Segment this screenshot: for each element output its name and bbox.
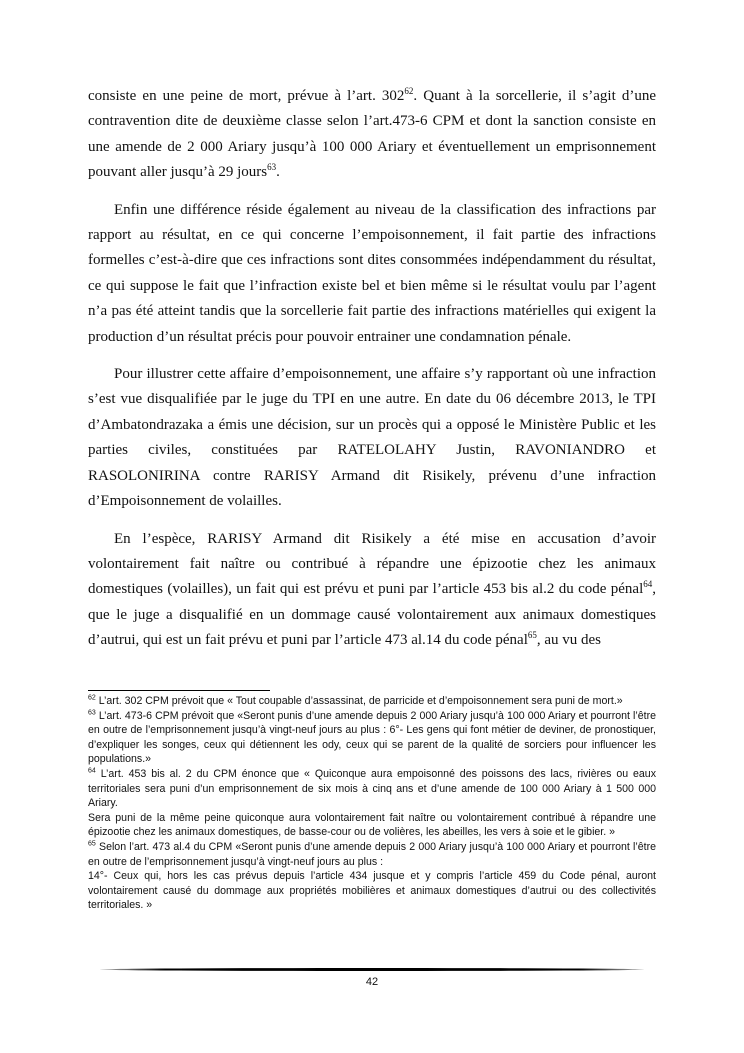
footnote-number: 62: [88, 694, 96, 702]
paragraph-4: [88, 527, 656, 654]
footnote-text: L’art. 473-6 CPM prévoit que «Seront punis d’une amende depuis 2 000 Ariary jusqu’à 100 000 Ariary et pourront l’être en outre de l’emprisonnement jusqu’à vingt-neuf jours au plus : 6°- Les gens qui font métier de deviner, de pronostiquer, d’expliquer les songes, ceux qui détiennent les ody, ceux qui se parent de la qualité de sorciers pour influencer les populations.»: [88, 709, 656, 766]
footnotes: [88, 694, 656, 913]
paragraph-4-text-b: , que le juge a disqualifié en un dommage causé volontairement aux animaux domestiques d’autrui, qui est un fait prévu et puni par l’article 473 al.14 du code pénal: [88, 581, 656, 649]
footnote-64: [88, 767, 656, 811]
footnote-ref-63[interactable]: 63: [267, 162, 277, 173]
footnote-ref-65[interactable]: 65: [527, 630, 537, 641]
paragraph-1-text-a: consiste en une peine de mort, prévue à l’art. 302: [88, 88, 405, 104]
page-number: 42: [365, 976, 379, 988]
footnote-63: [88, 709, 656, 767]
paragraph-3: Pour illustrer cette affaire d’empoisonnement, une affaire s’y rapportant où une infraction s’est vue disqualifiée par le juge du TPI en une autre. En date du 06 décembre 2013, le TPI d’Ambatondrazaka a émis une décision, sur un procès qui a opposé le Ministère Public et les parties civiles, constituées par RATELOLAHY Justin, RAVONIANDRO et RASOLONIRINA contre RARISY Armand dit Risikely, prévenu d’une infraction d’Empoisonnement de volailles.: [88, 366, 656, 510]
paragraph-4-text-a: En l’espèce, RARISY Armand dit Risikely a été mise en accusation d’avoir volontairement fait naître ou contribué à répandre une épizootie chez les animaux domestiques (volailles), un fait qui est prévu et puni par l’article 453 bis al.2 du code pénal: [88, 530, 656, 598]
paragraph-1-text-c: .: [276, 164, 280, 181]
page-footer-rule: [100, 968, 644, 971]
footnote-ref-62[interactable]: 62: [404, 86, 414, 96]
paragraph-1-text-b: . Quant à la sorcellerie, il s’agit d’une contravention dite de deuxième classe selon l’art.473-6 CPM et dont la sanction consiste en une amende de 2 000 Ariary jusqu’à 100 000 Ariary et éventuellement un emprisonnement pouvant aller jusqu’à 29 jours: [88, 88, 656, 181]
body-text: [88, 84, 656, 666]
footnote-64-continued: Sera puni de la même peine quiconque aura volontairement fait naître ou volontairement contribué à répandre une épizootie chez les animaux domestiques, de basse-cour ou de volières, les abeilles, les vers à soie et le gibier. »: [88, 811, 656, 839]
paragraph-4-text-c: , au vu des: [536, 632, 602, 649]
footnote-separator: [88, 690, 270, 691]
footnote-62: [88, 694, 656, 709]
footnote-ref-64[interactable]: 64: [643, 579, 653, 590]
paragraph-1: [88, 84, 656, 186]
footnote-65-continued: 14°- Ceux qui, hors les cas prévus depuis l’article 434 jusque et y compris l’article 459 du Code pénal, auront volontairement causé du dommage aux propriétés mobilières et animaux domestiques d’autrui ou des collectivités territoriales. »: [88, 870, 656, 912]
footnote-text: Selon l’art. 473 al.4 du CPM «Seront punis d’une amende depuis 2 000 Ariary jusqu’à 100 000 Ariary et pourront l’être en outre de l’emprisonnement jusqu’à vingt-neuf jours au plus :: [88, 840, 656, 868]
footnote-text: L’art. 453 bis al. 2 du CPM énonce que « Quiconque aura empoisonné des poissons des lacs, rivières ou eaux territoriales sera puni d’un emprisonnement de six mois à cinq ans et d’une amende de 100 000 Ariary à 1 500 000 Ariary.: [88, 767, 656, 810]
paragraph-2: Enfin une différence réside également au niveau de la classification des infractions par rapport au résultat, en ce qui concerne l’empoisonnement, il fait partie des infractions formelles c’est-à-dire que ces infractions sont dites consommées indépendamment du résultat, ce qui suppose le fait que l’infraction existe bel et bien même si le résultat voulu par l’agent n’a pas été atteint tandis que la sorcellerie fait partie des infractions matérielles qui exigent la production d’un résultat précis pour pouvoir entrainer une condamnation pénale.: [88, 201, 656, 345]
footnote-text: L’art. 302 CPM prévoit que « Tout coupable d’assassinat, de parricide et d’empoisonnement sera puni de mort.»: [98, 695, 623, 707]
footnote-number: 64: [88, 767, 96, 775]
footnote-65: [88, 840, 656, 869]
footnote-number: 65: [88, 840, 96, 848]
footnote-number: 63: [88, 709, 96, 717]
